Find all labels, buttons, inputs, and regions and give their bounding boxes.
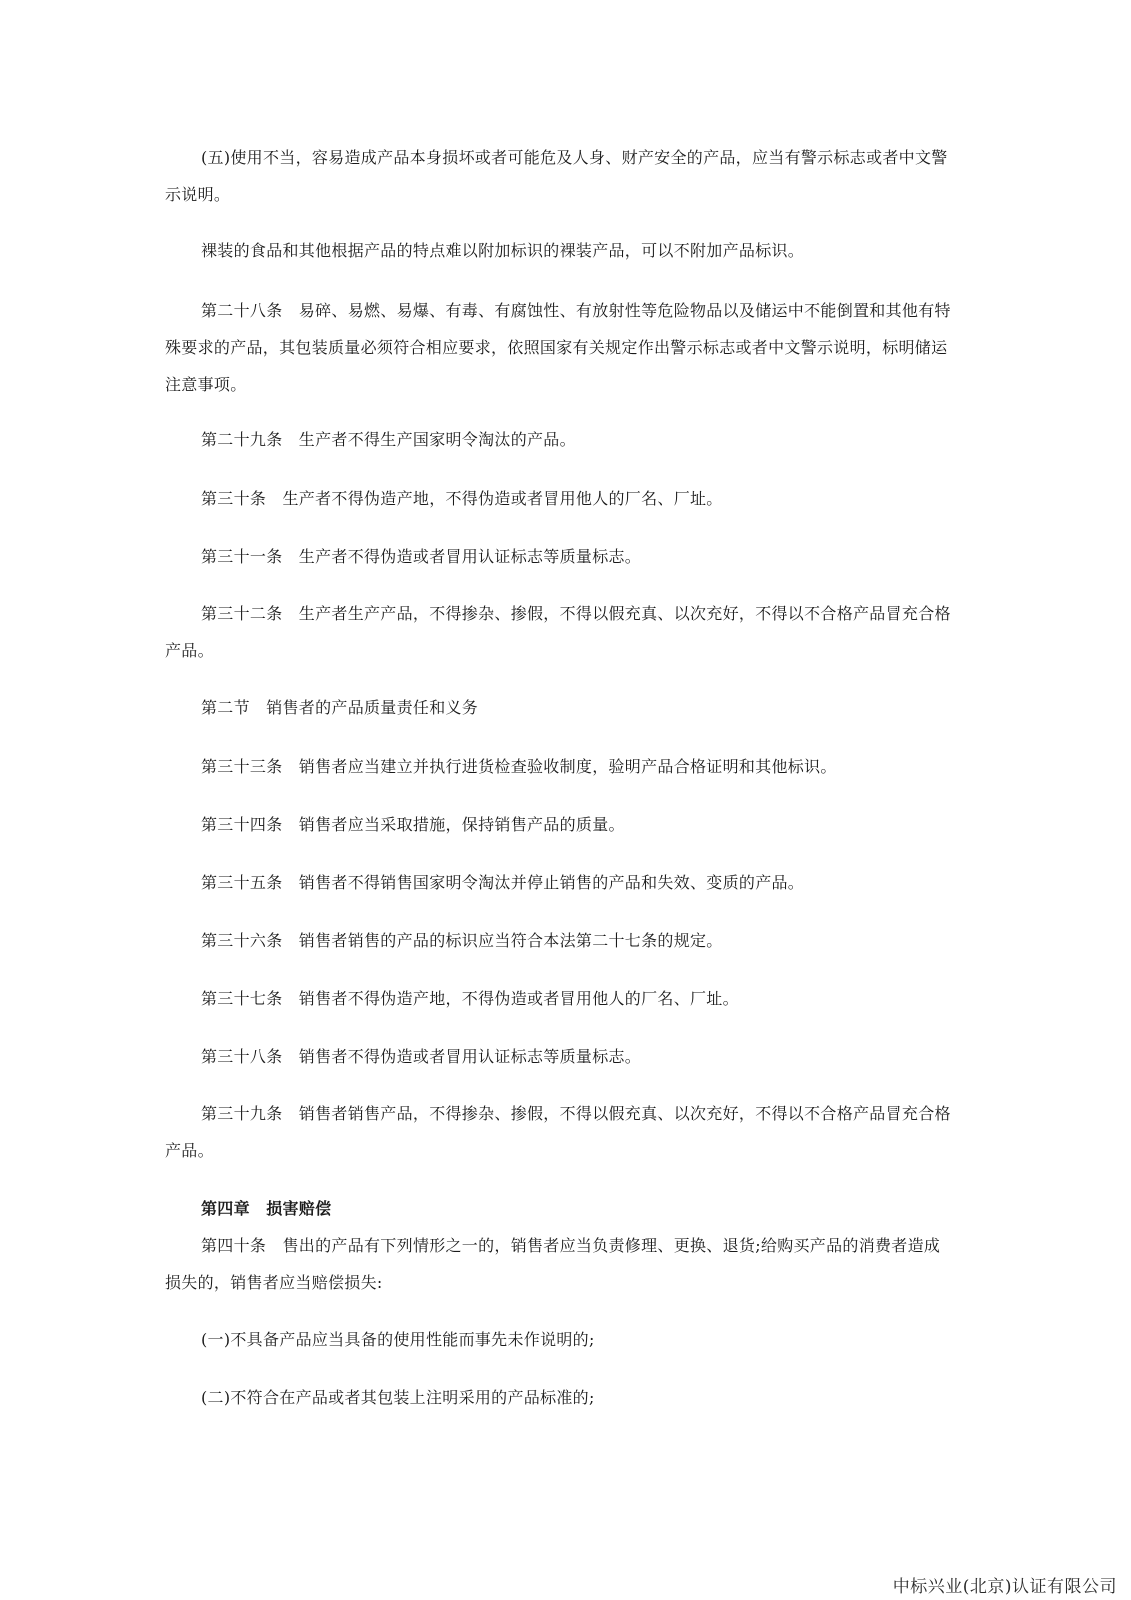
paragraph-article-39: 第三十九条 销售者销售产品，不得掺杂、掺假，不得以假充真、以次充好，不得以不合格产品冒充合格产品。: [165, 1104, 951, 1160]
paragraph-article-37: 第三十七条 销售者不得伪造产地，不得伪造或者冒用他人的厂名、厂址。: [201, 989, 739, 1008]
paragraph-article-30: 第三十条 生产者不得伪造产地，不得伪造或者冒用他人的厂名、厂址。: [201, 489, 723, 508]
paragraph-article-34: 第三十四条 销售者应当采取措施，保持销售产品的质量。: [201, 815, 625, 834]
paragraph-article-29: 第二十九条 生产者不得生产国家明令淘汰的产品。: [201, 430, 576, 449]
paragraph-item-1: (一)不具备产品应当具备的使用性能而事先未作说明的;: [201, 1330, 595, 1349]
paragraph-article-40: 第四十条 售出的产品有下列情形之一的，销售者应当负责修理、更换、退货;给购买产品的消费者造成损失的，销售者应当赔偿损失:: [165, 1236, 941, 1292]
paragraph-article-32: 第三十二条 生产者生产产品，不得掺杂、掺假，不得以假充真、以次充好，不得以不合格产品冒充合格产品。: [165, 604, 951, 660]
paragraph-article-28: 第二十八条 易碎、易燃、易爆、有毒、有腐蚀性、有放射性等危险物品以及储运中不能倒置和其他有特殊要求的产品，其包装质量必须符合相应要求，依照国家有关规定作出警示标志或者中文警示说明，标明储运注意事项。: [165, 301, 951, 394]
chapter-heading-4: 第四章 损害赔偿: [201, 1199, 332, 1218]
paragraph-article-36: 第三十六条 销售者销售的产品的标识应当符合本法第二十七条的规定。: [201, 931, 723, 950]
paragraph-article-38: 第三十八条 销售者不得伪造或者冒用认证标志等质量标志。: [201, 1047, 642, 1066]
paragraph-item-5-warning: (五)使用不当，容易造成产品本身损坏或者可能危及人身、财产安全的产品，应当有警示标志或者中文警示说明。: [165, 148, 948, 204]
section-heading-2: 第二节 销售者的产品质量责任和义务: [201, 698, 479, 717]
footer-company-name: 中标兴业(北京)认证有限公司: [892, 1577, 1117, 1597]
paragraph-item-2: (二)不符合在产品或者其包装上注明采用的产品标准的;: [201, 1388, 595, 1407]
paragraph-article-33: 第三十三条 销售者应当建立并执行进货检查验收制度，验明产品合格证明和其他标识。: [201, 757, 837, 776]
paragraph-article-35: 第三十五条 销售者不得销售国家明令淘汰并停止销售的产品和失效、变质的产品。: [201, 873, 805, 892]
paragraph-bare-products: 裸装的食品和其他根据产品的特点难以附加标识的裸装产品，可以不附加产品标识。: [201, 241, 805, 260]
paragraph-article-31: 第三十一条 生产者不得伪造或者冒用认证标志等质量标志。: [201, 547, 642, 566]
